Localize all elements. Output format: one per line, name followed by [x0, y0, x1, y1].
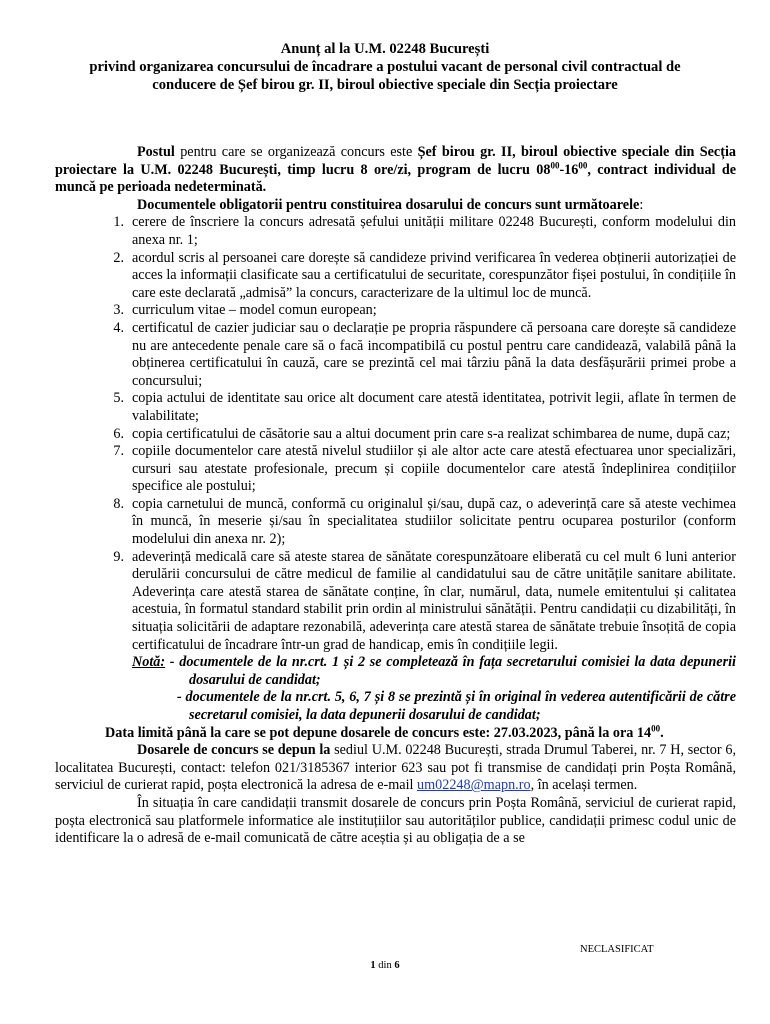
documents-heading [137, 197, 736, 215]
list-item-number: 1. [113, 214, 124, 231]
title-line-1: Anunț al la U.M. 02248 București [280, 41, 490, 57]
deadline-end: . [660, 724, 664, 741]
deadline-sup: 00 [651, 722, 661, 733]
list-item-text: cerere de înscriere la concurs adresată șefului unității militare 02248 București, conform modelului din anexa nr. 1; [132, 214, 736, 248]
list-item-text: copia carnetului de muncă, conformă cu originalul și/sau, după caz, o adeverință care să ateste vechimea în muncă, în meserie și/sau în specialitatea studiilor solicitate pentru ocuparea posturilor (conform modelului din anexa nr. 2); [132, 495, 736, 548]
submission-text: sediul U.M. 02248 București, strada Drumul Taberei, nr. 7 H, sector 6, localitatea București, contact: telefon 021/3185367 interior 623 sau pot fi transmise de candidați prin Poșta Română, serviciul de curierat rapid, poșta electronică la adresa de e-mail [55, 742, 736, 794]
list-item-text: curriculum vitae – model comun european; [132, 302, 377, 319]
intro-paragraph [55, 144, 736, 197]
deadline-paragraph [105, 722, 736, 743]
list-item [115, 426, 736, 444]
note-line-2: - documentele de la nr.crt. 5, 6, 7 și 8 se prezintă și în original în vederea autentificării de către secretarul comisiei, la data depunerii dosarului de candidat; [177, 689, 736, 723]
list-item-text: copia certificatului de căsătorie sau a altui document prin care s-a realizat schimbarea de nume, după caz; [132, 425, 731, 442]
intro-dash: -16 [559, 161, 579, 178]
documents-heading-text: Documentele obligatorii pentru constituirea dosarului de concurs sunt următoarele [137, 196, 640, 213]
title-line-2: privind organizarea concursului de încadrare a postului vacant de personal civil contractual de [89, 59, 681, 75]
intro-lead: Postul [137, 144, 175, 160]
list-item-number: 7. [113, 443, 124, 460]
document-body [55, 144, 737, 848]
list-item-number: 6. [113, 425, 124, 442]
submission-tail: , în același termen. [530, 777, 638, 794]
list-item [115, 496, 736, 549]
email-link[interactable]: um02248@mapn.ro [417, 777, 531, 794]
note-line-1 [132, 654, 736, 689]
list-item [115, 250, 736, 303]
list-item-number: 3. [113, 302, 124, 319]
intro-tail: , contract individual de muncă pe perioada nedeterminată. [55, 161, 737, 196]
list-item [115, 320, 736, 390]
page-total: 6 [394, 960, 400, 971]
intro-sup-1: 00 [550, 159, 560, 170]
list-item-text: copiile documentelor care atestă nivelul studiilor și ale altor acte care atestă efectuarea unor specializări, cursuri sau atestate profesionale, precum și copiile documentelor care atestă îndeplinirea condițiilor specifice ale postului; [132, 443, 736, 495]
intro-post: Șef birou gr. II, biroul obiective speciale din Secția proiectare la U.M. 02248 București, timp lucru 8 ore/zi, program de lucru 08 [55, 144, 736, 178]
list-item [115, 549, 736, 655]
documents-heading-colon: : [639, 196, 644, 213]
document-title [60, 40, 710, 94]
list-item [115, 302, 736, 320]
classification-label: NECLASIFICAT [580, 944, 654, 955]
list-item-number: 9. [113, 548, 124, 565]
list-item-text: copia actului de identitate sau orice alt document care atestă identitatea, potrivit legii, aflate în termen de valabilitate; [132, 390, 736, 424]
list-item-number: 8. [113, 495, 124, 512]
list-item-number: 5. [113, 390, 124, 407]
note-label: Notă: [132, 654, 166, 671]
list-item-text: certificatul de cazier judiciar sau o declarație pe propria răspundere că persoana care dorește să candideze nu are antecedente penale care să o facă incompatibilă cu postul pentru care candidează, valabilă până la obținerea certificatului în cauză, care se prezintă cel mai târziu până la data desfășurării primei probe a concursului; [132, 319, 736, 389]
documents-list [115, 214, 736, 654]
postal-paragraph: În situația în care candidații transmit dosarele de concurs prin Poșta Română, serviciul de curierat rapid, poșta electronică sau platformele informatice ale instituțiilor sau autorităților publice, candidații primesc codul unic de identificare la o adresă de e-mail comunicată de către aceștia și au obligația de a se [55, 794, 736, 847]
list-item-text: acordul scris al persoanei care dorește să candideze privind verificarea în vederea obținerii autorizației de acces la informații clasificate sau a certificatului de securitate, corespunzător fișei postului, în condițiile în care este declarată „admisă” la concurs, caracterizare de la ultimul loc de muncă. [132, 249, 736, 301]
page-number [0, 960, 770, 971]
list-item-number: 4. [113, 319, 124, 336]
submission-lead: Dosarele de concurs se depun la [137, 742, 331, 759]
intro-lead-text: pentru care se organizează concurs este [174, 144, 418, 160]
note-block [132, 654, 736, 724]
list-item [115, 214, 736, 249]
intro-sup-2: 00 [578, 159, 588, 170]
page-current: 1 [370, 960, 376, 971]
list-item-number: 2. [113, 249, 124, 266]
note-text-1: - documentele de la nr.crt. 1 și 2 se completează în fața secretarului comisiei la data depunerii dosarului de candidat; [165, 654, 736, 688]
deadline-text: Data limită până la care se pot depune dosarele de concurs este: 27.03.2023, până la ora 14 [105, 724, 652, 741]
list-item-text: adeverință medicală care să ateste starea de sănătate corespunzătoare eliberată cu cel mult 6 luni anterior derulării concursului de către medicul de familie al candidatului sau de către unitățile sanitare abilitate. Adeverința care atestă starea de sănătate conține, în clar, numărul, data, numele emitentului și calitatea acestuia, în formatul standard stabilit prin ordin al ministrului sănătății. Pentru candidații cu dizabilități, în situația solicitării de adaptare rezonabilă, adeverința care atestă starea de sănătate trebuie însoțită de copia certificatului de încadrare într-un grad de handicap, emis în condițiile legii. [132, 548, 736, 653]
submission-paragraph [55, 742, 736, 795]
page-separator: din [375, 960, 395, 971]
list-item [115, 443, 736, 496]
title-line-3: conducere de Șef birou gr. II, biroul obiective speciale din Secția proiectare [152, 77, 618, 93]
list-item [115, 390, 736, 425]
